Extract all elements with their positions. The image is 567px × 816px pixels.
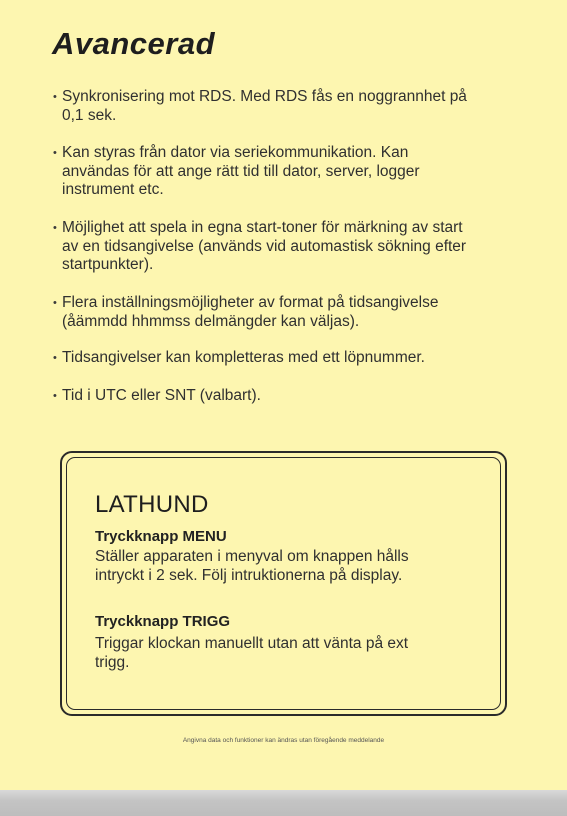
bullet-icon: • [53, 147, 57, 159]
feature-item [53, 294, 512, 331]
feature-item [53, 387, 512, 406]
lathund-title: LATHUND [95, 491, 209, 518]
feature-line: (åämmdd hhmmss delmängder kan väljas). [62, 312, 360, 330]
trigg-button-title: Tryckknapp TRIGG [95, 613, 231, 630]
feature-line: Möjlighet att spela in egna start-toner för märkning av start [62, 219, 463, 236]
bullet-icon: • [53, 352, 57, 364]
disclaimer-footer: Angivna data och funktioner kan ändras utan föregående meddelande [182, 737, 385, 744]
bullet-icon: • [53, 222, 57, 234]
feature-item [53, 88, 512, 125]
feature-item [53, 349, 512, 368]
feature-line: startpunkter). [62, 256, 154, 273]
description-line: Ställer apparaten i menyval om knappen hålls [95, 548, 409, 565]
scan-edge-shadow [0, 790, 567, 816]
feature-line: 0,1 sek. [62, 106, 117, 124]
feature-item [53, 144, 512, 200]
description-line: trigg. [95, 654, 130, 671]
bullet-icon: • [53, 91, 57, 103]
feature-line: Kan styras från dator via seriekommunikation. Kan [62, 144, 409, 161]
menu-button-description [95, 547, 485, 585]
feature-line: av en tidsangivelse (används vid automastisk sökning efter [62, 237, 467, 255]
feature-line: användas för att ange rätt tid till dator, server, logger [62, 162, 420, 180]
page-heading: Avancerad [52, 26, 216, 61]
feature-line: Flera inställningsmöjligheter av format på tidsangivelse [62, 294, 439, 311]
description-line: intryckt i 2 sek. Följ intruktionerna på display. [95, 567, 403, 584]
bullet-icon: • [53, 390, 57, 402]
bullet-icon: • [53, 297, 57, 309]
trigg-button-description [95, 634, 485, 672]
feature-line: Synkronisering mot RDS. Med RDS fås en noggrannhet på [62, 88, 467, 105]
description-line: Triggar klockan manuellt utan att vänta på ext [95, 635, 409, 652]
feature-line: instrument etc. [62, 181, 164, 198]
feature-line: Tid i UTC eller SNT (valbart). [62, 387, 261, 404]
menu-button-title: Tryckknapp MENU [95, 528, 227, 545]
feature-item [53, 219, 512, 275]
feature-line: Tidsangivelser kan kompletteras med ett löpnummer. [62, 349, 425, 366]
